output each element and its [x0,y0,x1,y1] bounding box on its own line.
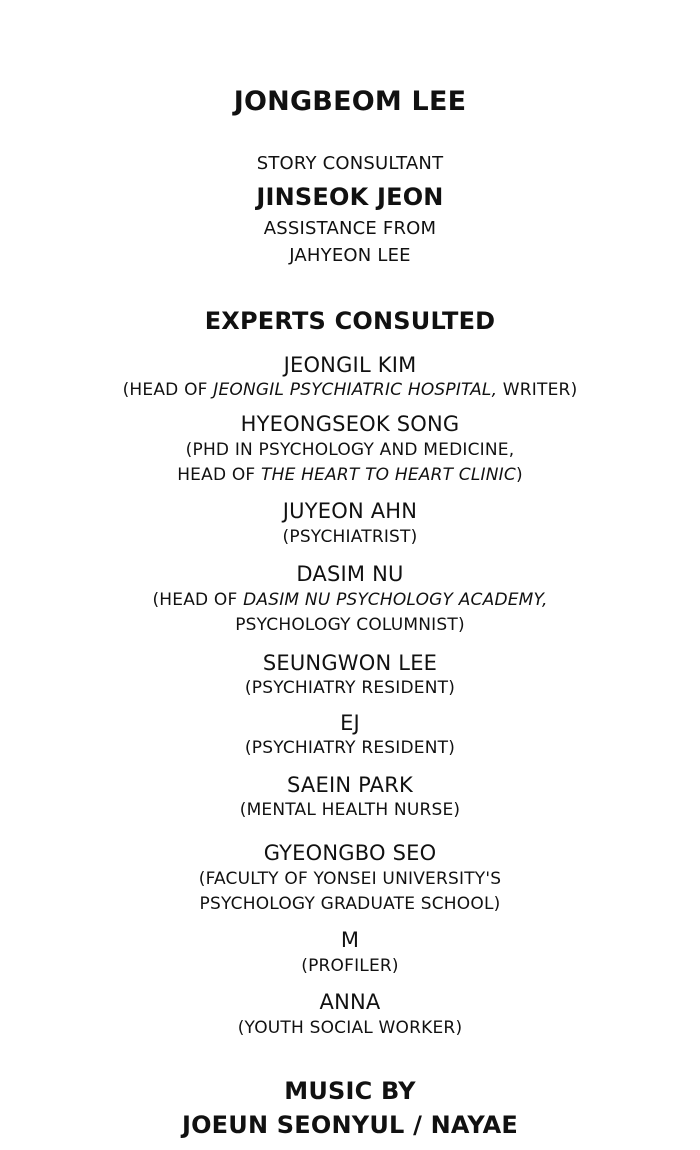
author-name: JONGBEOM LEE [233,86,467,117]
assistance-name: JAHYEON LEE [289,245,411,266]
expert-role: PSYCHOLOGY GRADUATE SCHOOL) [199,894,501,914]
expert-name: ANNA [319,990,381,1014]
expert-name: SEUNGWON LEE [262,651,438,675]
expert-name: GYEONGBO SEO [263,841,437,865]
expert-name: M [340,928,360,952]
expert-role: (HEAD OF JEONGIL PSYCHIATRIC HOSPITAL, WRITER) [122,380,578,400]
expert-role: (HEAD OF DASIM NU PSYCHOLOGY ACADEMY, [152,590,548,610]
assistance-label: ASSISTANCE FROM [263,218,437,239]
music-heading: MUSIC BY [284,1077,416,1105]
expert-role: (PROFILER) [301,956,399,976]
expert-role: (MENTAL HEALTH NURSE) [239,800,461,820]
story-consultant-label: STORY CONSULTANT [256,153,444,174]
expert-role: (PSYCHIATRY RESIDENT) [244,738,456,758]
expert-name: HYEONGSEOK SONG [240,412,460,436]
expert-role: (PHD IN PSYCHOLOGY AND MEDICINE, [185,440,515,460]
expert-role: (FACULTY OF YONSEI UNIVERSITY'S [198,869,502,889]
expert-role: HEAD OF THE HEART TO HEART CLINIC) [177,465,523,485]
expert-name: EJ [340,711,360,735]
story-consultant-name: JINSEOK JEON [256,183,444,211]
expert-role: PSYCHOLOGY COLUMNIST) [235,615,465,635]
expert-name: JUYEON AHN [282,499,418,523]
expert-name: SAEIN PARK [287,773,413,797]
music-names: JOEUN SEONYUL / NAYAE [181,1111,519,1139]
expert-name: DASIM NU [296,562,404,586]
expert-role: (YOUTH SOCIAL WORKER) [237,1018,463,1038]
expert-role: (PSYCHIATRY RESIDENT) [244,678,456,698]
expert-role: (PSYCHIATRIST) [282,527,418,547]
expert-name: JEONGIL KIM [283,353,417,377]
experts-heading: EXPERTS CONSULTED [204,307,496,335]
